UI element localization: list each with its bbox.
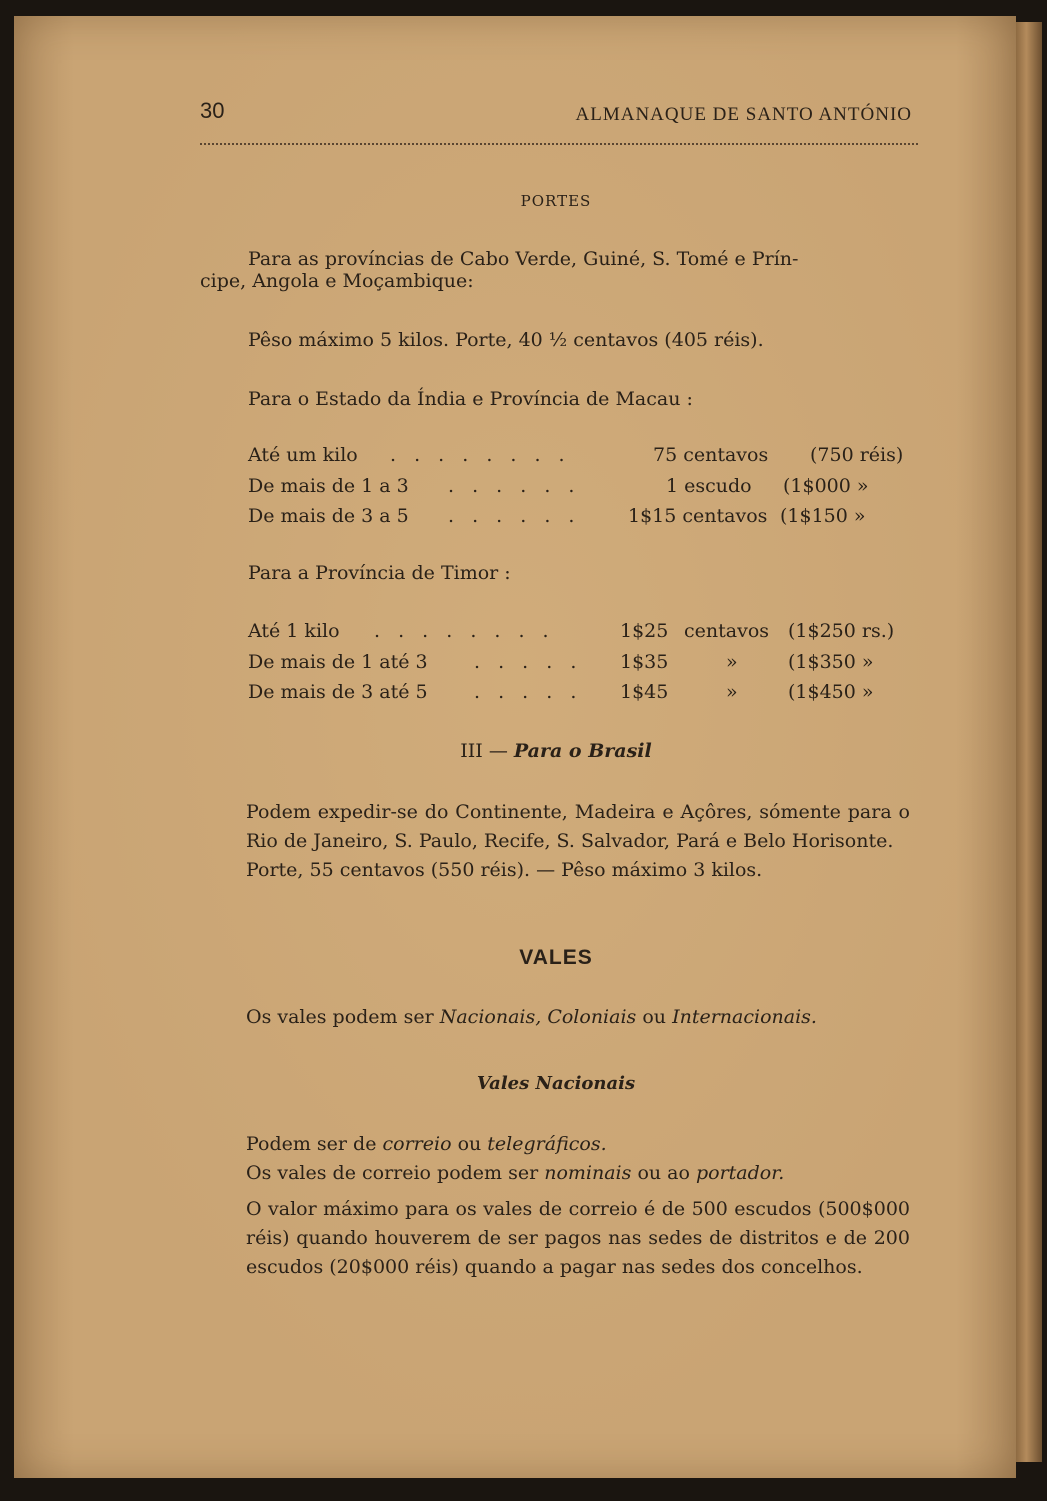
rate-label: De mais de 1 a 3 bbox=[248, 475, 409, 497]
rate-label: Até 1 kilo bbox=[248, 620, 340, 642]
rate-unit: » bbox=[726, 651, 738, 673]
rate-reis: (1$250 rs.) bbox=[788, 620, 895, 642]
vales-portador: portador. bbox=[695, 1162, 785, 1184]
vales-line-2 bbox=[246, 1162, 784, 1184]
running-header bbox=[200, 98, 912, 138]
vales-line-1-prefix: Podem ser de bbox=[246, 1133, 377, 1155]
leader-dots: . . . . . . bbox=[448, 475, 581, 497]
rate-label: Até um kilo bbox=[248, 444, 358, 466]
provinces-line-1: Para as províncias de Cabo Verde, Guiné, S. Tomé e Prín- bbox=[248, 248, 799, 270]
timor-intro: Para a Província de Timor : bbox=[248, 562, 511, 584]
rate-reis: (1$150 » bbox=[780, 505, 866, 527]
rate-amount: 1$35 bbox=[620, 651, 669, 673]
leader-dots: . . . . . . bbox=[448, 505, 581, 527]
rate-amount: 1$25 bbox=[620, 620, 669, 642]
vales-correio: correio bbox=[382, 1133, 452, 1155]
rate-reis: (1$350 » bbox=[788, 651, 874, 673]
vales-intro bbox=[246, 1006, 817, 1028]
vales-max-value-text: O valor máximo para os vales de correio é de 500 escudos (500$000 réis) quando houverem de ser pagos nas sedes de distritos e de 200 escudos (20$000 réis) quando a pagar nas sedes dos concelhos. bbox=[246, 1198, 910, 1278]
vales-intro-or: ou bbox=[642, 1006, 667, 1028]
brasil-heading-prefix: III — bbox=[460, 740, 508, 762]
vales-telegraficos: telegráficos. bbox=[487, 1133, 607, 1155]
running-title: ALMANAQUE DE SANTO ANTÓNIO bbox=[575, 104, 912, 125]
brasil-paragraph bbox=[200, 798, 910, 885]
brasil-para-1: Podem expedir-se do Continente, Madeira e Açôres, sómente para o Rio de Janeiro, S. Paulo, Recife, S. Salvador, Pará e Belo Horisonte. bbox=[246, 801, 910, 852]
header-rule bbox=[200, 143, 918, 145]
rate-amount: 75 centavos bbox=[653, 444, 769, 466]
rate-unit: centavos bbox=[684, 620, 770, 642]
leader-dots: . . . . . . . . bbox=[390, 444, 571, 466]
vales-type-nacionais: Nacionais, bbox=[439, 1006, 542, 1028]
page-number: 30 bbox=[200, 98, 225, 123]
brasil-heading-title: Para o Brasil bbox=[513, 740, 652, 762]
vales-line-2-prefix: Os vales de correio podem ser bbox=[246, 1162, 539, 1184]
page-edge bbox=[1016, 22, 1042, 1462]
rate-amount: 1$45 bbox=[620, 681, 669, 703]
vales-type-internacionais: Internacionais. bbox=[672, 1006, 817, 1028]
india-intro: Para o Estado da Índia e Província de Macau : bbox=[248, 388, 693, 410]
rate-label: De mais de 3 a 5 bbox=[248, 505, 409, 527]
section-heading-brasil bbox=[200, 740, 912, 762]
vales-line-1-or: ou bbox=[457, 1133, 482, 1155]
section-heading-portes: PORTES bbox=[520, 192, 592, 210]
rate-reis: (1$000 » bbox=[783, 475, 869, 497]
vales-nominais: nominais bbox=[544, 1162, 632, 1184]
leader-dots: . . . . . . . . bbox=[374, 620, 555, 642]
provinces-line-2: cipe, Angola e Moçambique: bbox=[200, 270, 474, 292]
brasil-para-2: Porte, 55 centavos (550 réis). — Pêso máximo 3 kilos. bbox=[246, 859, 763, 881]
rate-unit: » bbox=[726, 681, 738, 703]
vales-intro-prefix: Os vales podem ser bbox=[246, 1006, 434, 1028]
vales-type-coloniais: Coloniais bbox=[547, 1006, 637, 1028]
vales-max-value-paragraph bbox=[200, 1195, 910, 1282]
rate-amount: 1$15 centavos bbox=[628, 505, 768, 527]
section-heading-vales: VALES bbox=[519, 946, 593, 969]
rate-reis: (750 réis) bbox=[810, 444, 904, 466]
rate-reis: (1$450 » bbox=[788, 681, 874, 703]
vales-line-2-or: ou ao bbox=[637, 1162, 690, 1184]
rate-label: De mais de 3 até 5 bbox=[248, 681, 428, 703]
rate-label: De mais de 1 até 3 bbox=[248, 651, 428, 673]
leader-dots: . . . . . bbox=[474, 681, 583, 703]
subheading-vales-nacionais: Vales Nacionais bbox=[476, 1073, 636, 1094]
leader-dots: . . . . . bbox=[474, 651, 583, 673]
rate-amount: 1 escudo bbox=[666, 475, 752, 497]
max-weight-line: Pêso máximo 5 kilos. Porte, 40 ½ centavos (405 réis). bbox=[248, 329, 764, 351]
vales-line-1 bbox=[246, 1133, 607, 1155]
